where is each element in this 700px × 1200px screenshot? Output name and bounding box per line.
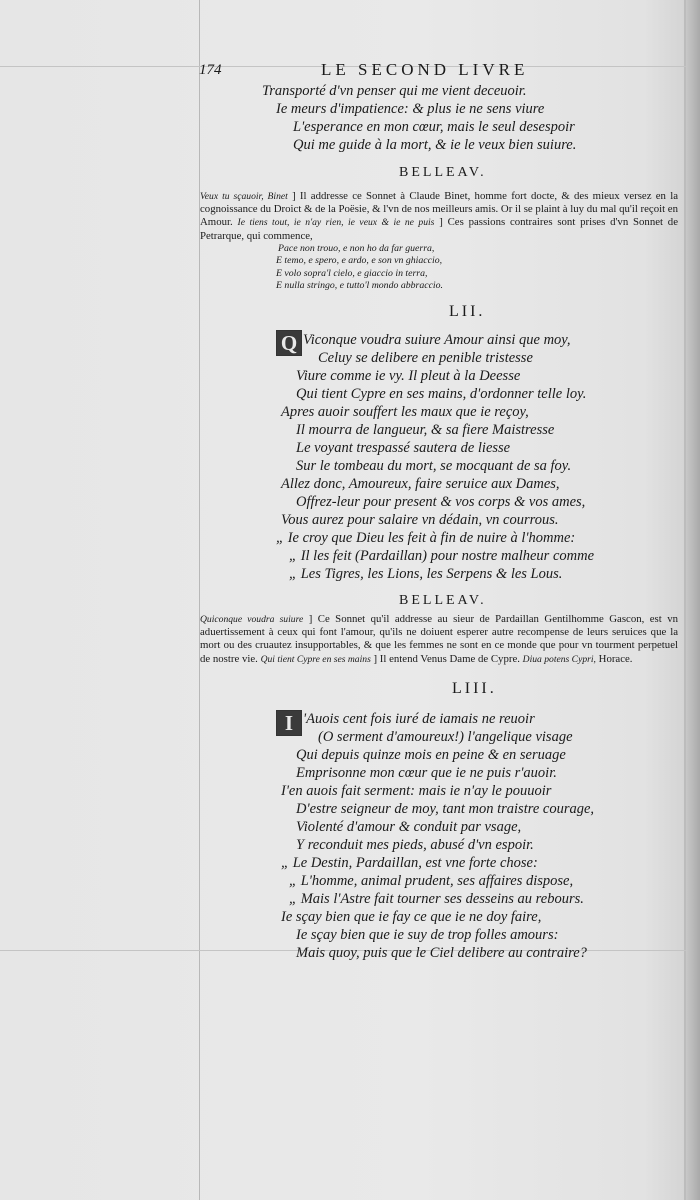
commentary-lemma: Veux tu sçauoir, Binet (200, 191, 288, 202)
commentary-text: ] Ce Sonnet qu'il addresse au sieur de Pardaillan Gentilhomme Gascon, est vn aduertissement à ceux qui font l'amour, qu'ils ne doiuent esperer autre recompense de leurs seruices que la mort ou des cruautez insupportables, & que les femmes ne sont en ce monde que pour vn tourment perpetuel de nostre vie. (200, 613, 679, 665)
commentary-paragraph (200, 613, 678, 666)
verse-line: I'en auois fait serment: mais ie n'ay le pouuoir (281, 783, 552, 799)
verse-line: Y reconduit mes pieds, abusé d'vn espoir. (296, 837, 534, 853)
verse-line: Vous aurez pour salaire vn dédain, vn courrous. (281, 512, 559, 528)
page-binding-edge (686, 0, 700, 1200)
verse-line: (O serment d'amoureux!) l'angelique visage (318, 729, 573, 745)
verse-line: „ Mais l'Astre fait tourner ses desseins au rebours. (289, 891, 584, 907)
verse-line: Mais quoy, puis que le Ciel delibere au contraire? (296, 945, 587, 961)
verse-line: Qui depuis quinze mois en peine & en seruage (296, 747, 566, 763)
verse-line: „ L'homme, animal prudent, ses affaires dispose, (289, 873, 574, 889)
commentary-lemma: Qui tient Cypre en ses mains (260, 653, 371, 665)
verse-line: L'esperance en mon cœur, mais le seul desespoir (293, 119, 575, 135)
verse-line: Celuy se delibere en penible tristesse (318, 350, 533, 366)
commentary-text: ] Ces passions contraires sont prises d'vn Sonnet de Petrarque, qui commence, (200, 216, 678, 242)
quote-line: E volo sopra'l cielo, e giaccio in terra, (276, 267, 428, 279)
page-header (199, 60, 677, 82)
commentary-text: ] Il entend Venus Dame de Cypre. (373, 652, 520, 665)
commentary-lemma: Ie tiens tout, ie n'ay rien, ie veux & ie ne puis (237, 217, 435, 229)
commentary-text: Horace. (598, 652, 633, 665)
quote-line: E temo, e spero, e ardo, e son vn ghiaccio, (276, 255, 443, 267)
verse-line: Apres auoir souffert les maux que ie reçoy, (281, 404, 529, 420)
commentary-heading: BELLEAV. (399, 165, 487, 180)
verse-line: Ie sçay bien que ie suy de trop folles amours: (296, 927, 559, 943)
verse-line: „ Il les feit (Pardaillan) pour nostre malheur comme (289, 548, 595, 564)
verse-line: „ Le Destin, Pardaillan, est vne forte chose: (281, 855, 538, 871)
page-number: 174 (199, 62, 222, 78)
quote-line: Pace non trouo, e non ho da far guerra, (278, 243, 435, 254)
commentary-lemma: Diua potens Cypri, (522, 653, 596, 665)
verse-line: Sur le tombeau du mort, se mocquant de sa foy. (296, 458, 572, 474)
drop-cap-ornament: I (276, 710, 302, 736)
verse-line: Ie sçay bien que ie fay ce que ie ne doy faire, (281, 909, 542, 925)
running-title: LE SECOND LIVRE (321, 60, 529, 79)
verse-line: Transporté d'vn penser qui me vient deceuoir. (262, 83, 527, 99)
commentary-paragraph (200, 190, 678, 243)
verse-line: 'Auois cent fois iuré de iamais ne reuoir (303, 711, 535, 727)
verse-line: Ie meurs d'impatience: & plus ie ne sens viure (276, 101, 545, 117)
verse-line: Viure comme ie vy. Il pleut à la Deesse (296, 368, 521, 384)
verse-line: „ Les Tigres, les Lions, les Serpens & les Lous. (289, 566, 563, 582)
commentary-lemma: Quiconque voudra suiure (200, 614, 304, 625)
sonnet-number: LIII. (452, 680, 497, 697)
verse-line: Allez donc, Amoureux, faire seruice aux Dames, (281, 476, 560, 492)
quote-line: E nulla stringo, e tutto'l mondo abbraccio. (276, 279, 444, 291)
verse-line: Offrez-leur pour present & vos corps & vos ames, (296, 494, 586, 510)
sonnet-number: LII. (449, 303, 486, 320)
petrarch-quote (276, 243, 443, 292)
page-crop-line-vertical (199, 0, 200, 1200)
verse-line: D'estre seigneur de moy, tant mon traistre courage, (296, 801, 595, 817)
verse-line: Violenté d'amour & conduit par vsage, (296, 819, 522, 835)
verse-line: Emprisonne mon cœur que ie ne puis r'auoir. (296, 765, 557, 781)
verse-line: Qui tient Cypre en ses mains, d'ordonner telle loy. (296, 386, 587, 402)
commentary-heading: BELLEAV. (399, 593, 487, 608)
verse-line: Le voyant trespassé sautera de liesse (296, 440, 511, 456)
verse-line: Il mourra de langueur, & sa fiere Maistresse (296, 422, 555, 438)
verse-line: Qui me guide à la mort, & ie le veux bien suiure. (293, 137, 577, 153)
verse-line: „ Ie croy que Dieu les feit à fin de nuire à l'homme: (276, 530, 576, 546)
verse-line: Viconque voudra suiure Amour ainsi que moy, (303, 332, 571, 348)
commentary-text: ] Il addresse ce Sonnet à Claude Binet, homme fort docte, & des mieux versez en la cognoissance du Droict & de la Poësie, & l'vn de nos meilleurs amis. Or il se plaint à luy du mal qu'il reçoit en Amour. (200, 190, 678, 229)
drop-cap-ornament: Q (276, 330, 302, 356)
